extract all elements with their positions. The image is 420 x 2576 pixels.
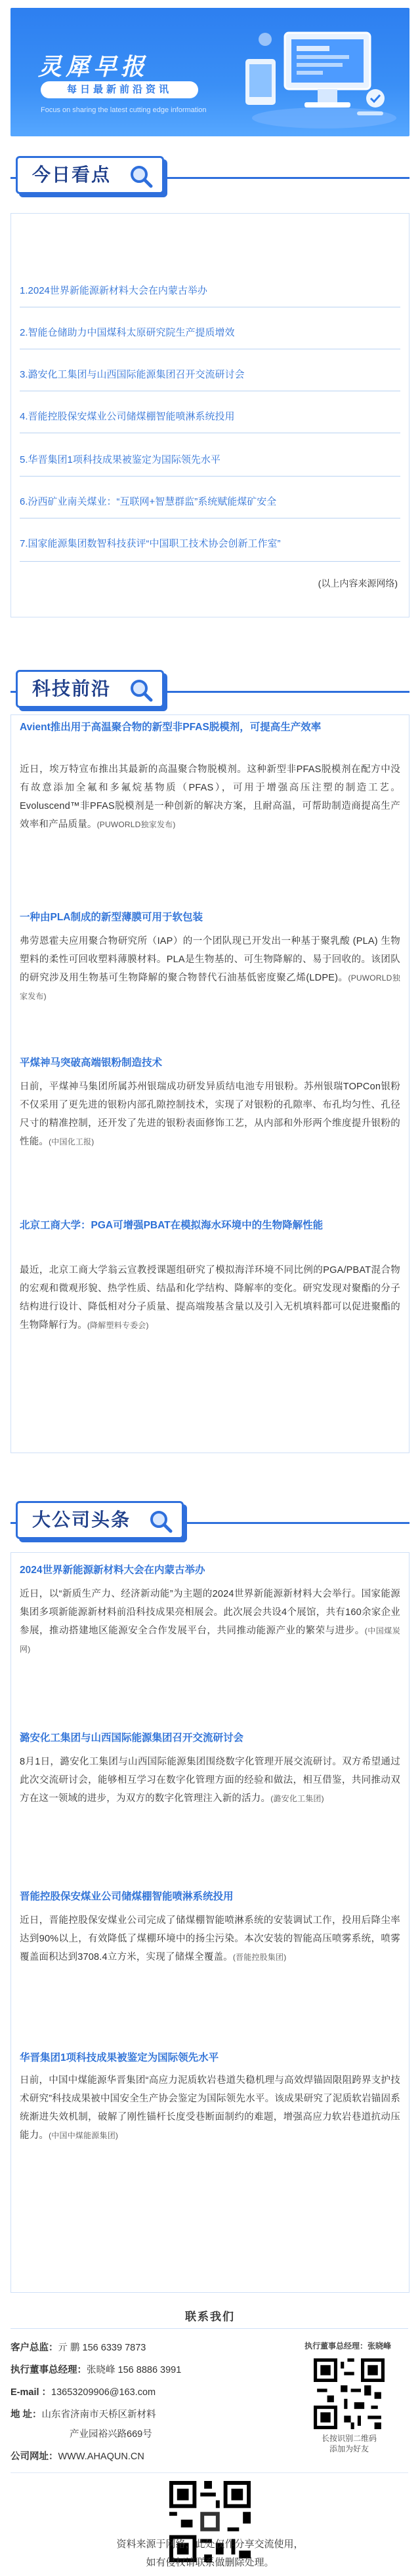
banner-subtitle: Focus on sharing the latest cutting edge information — [41, 106, 207, 114]
article-source: (晋能控股集团) — [232, 1953, 287, 1962]
article-title[interactable]: 华晋集团1项科技成果被鉴定为国际领先水平 — [20, 2052, 219, 2063]
contact-line: 客户总监：亓 鹏 156 6339 7873 — [10, 2343, 146, 2353]
section-header-today — [10, 148, 410, 194]
article-text: 近日，晋能控股保安煤业公司完成了储煤棚智能喷淋系统的安装调试工作，投用后降尘率达到90%以上，有效降低了煤棚环境中的扬尘污染。本次安装的智能高压喷雾系统，喷雾覆盖面积达到3708.4立方米，实现了储煤全覆盖。 — [20, 1915, 400, 1962]
qr-caption: 执行董事总经理：张晓峰 — [304, 2341, 391, 2351]
list-item[interactable]: 5.华晋集团1项科技成果被鉴定为国际领先水平 — [20, 454, 220, 465]
section-header-tech — [10, 662, 410, 708]
section-header-company — [10, 1493, 410, 1539]
email-link[interactable]: 13653209906@163.com — [51, 2387, 156, 2398]
contact-line: 产业园裕兴路669号 — [70, 2429, 152, 2440]
article-source: (降解塑料专委会) — [87, 1321, 149, 1330]
section-tab — [16, 1501, 184, 1539]
tech-illustration-icon — [226, 20, 396, 131]
article-title[interactable]: 潞安化工集团与山西国际能源集团召开交流研讨会 — [20, 1732, 244, 1744]
contact-title: 联系我们 — [185, 2311, 235, 2323]
article-source: (潞安化工集团) — [270, 1794, 324, 1803]
article-body — [20, 1078, 400, 1151]
section-title: 大公司头条 — [32, 1509, 131, 1531]
article-source: (PUWORLD独家发布) — [20, 973, 400, 1001]
article-body — [20, 1585, 400, 1658]
article-text: 最近，北京工商大学翁云宣教授课题组研究了模拟海洋环境不同比例的PGA/PBAT混合物的宏观和微观形貌、热学性质、结晶和化学结构、降解率的变化。研究发现对聚酯的分子结构进行设计、降低相对分子质量、提高端羧基含量以及引入无机填料都可以促进聚酯的生物降解行为。 — [20, 1265, 400, 1331]
divider — [10, 2328, 408, 2329]
article-text: 8月1日，潞安化工集团与山西国际能源集团围绕数字化管理开展交流研讨。双方希望通过此次交流研讨会，能够相互学习在数字化管理方面的经验和做法，相互借鉴，共同推动双方在这一领域的进步，为双方的数字化管理注入新的活力。 — [20, 1757, 400, 1804]
divider — [20, 561, 400, 562]
article-source: (中国化工报) — [49, 1137, 94, 1146]
article-text: 近日，埃万特宣布推出其最新的高温聚合物脱模剂。这种新型非PFAS脱模剂在配方中没有故意添加全氟和多氟烷基物质（PFAS），可用于增强高压注塑的制造工艺。Evoluscend™非PFAS脱模剂是一种创新的解决方案，且耐高温，可帮助制造商提高生产效率和产品质量。 — [20, 764, 400, 830]
article-text: 日前，中国中煤能源华晋集团“高应力泥质软岩巷道失稳机理与高效焊锚固限阻跨界支护技术研究”科技成果被中国安全生产协会鉴定为国际领先水平。该成果研究了泥质软岩锚固系统渐进失效机制，破解了刚性锚杆长度受巷断面制约的难题，增强高应力软岩巷道抗动压能力。 — [20, 2075, 400, 2141]
article-text: 近日，以“新质生产力、经济新动能”为主题的2024世界新能源新材料大会举行。国家能源集团多项新能源新材料前沿科技成果亮相展会。此次展会共设4个展馆，共有160余家企业参展，推动搭建地区能源安全合作发展平台，共同推动能源产业的繁荣与进步。 — [20, 1589, 400, 1636]
header-banner — [10, 8, 410, 136]
contact-line: 公司网址：WWW.AHAQUN.CN — [10, 2451, 144, 2462]
magnifier-icon — [148, 1508, 174, 1534]
list-item[interactable]: 6.汾西矿业南关煤业：“互联网+智慧群监”系统赋能煤矿安全 — [20, 496, 277, 507]
section-title: 今日看点 — [32, 164, 112, 185]
list-item[interactable]: 3.潞安化工集团与山西国际能源集团召开交流研讨会 — [20, 369, 245, 380]
article-body — [20, 760, 400, 834]
website-link[interactable]: WWW.AHAQUN.CN — [58, 2451, 144, 2462]
article-body — [20, 1911, 400, 1966]
qr-code-icon[interactable] — [314, 2358, 385, 2429]
article-title[interactable]: Avient推出用于高温聚合物的新型非PFAS脱模剂，可提高生产效率 — [20, 722, 322, 733]
article-source: (PUWORLD独家发布) — [96, 820, 176, 829]
contact-line: E-mail ：13653209906@163.com — [10, 2387, 156, 2398]
banner-tagline: 每日最新前沿资讯 — [41, 81, 198, 98]
divider — [20, 476, 400, 477]
article-title[interactable]: 北京工商大学：PGA可增强PBAT在模拟海水环境中的生物降解性能 — [20, 1220, 324, 1231]
article-source: (中国煤炭网) — [20, 1626, 400, 1654]
magnifier-icon — [128, 677, 154, 703]
list-item[interactable]: 7.国家能源集团数智科技获评“中国职工技术协会创新工作室” — [20, 538, 281, 549]
article-title[interactable]: 2024世界新能源新材料大会在内蒙古举办 — [20, 1565, 205, 1576]
article-source: (中国中煤能源集团) — [49, 2131, 119, 2140]
magnifier-icon — [128, 163, 154, 189]
source-note: (以上内容来源网络) — [318, 578, 398, 589]
footer-disclaimer: 资料来源于网络，此处仅作分享交流使用， 如有侵权请联系做删除处理。 — [116, 2539, 304, 2568]
article-title[interactable]: 平煤神马突破高端银粉制造技术 — [20, 1057, 163, 1068]
section-tab — [16, 670, 164, 708]
list-item[interactable]: 4.晋能控股保安煤业公司储煤棚智能喷淋系统投用 — [20, 411, 235, 422]
banner-title: 灵犀早报 — [38, 53, 149, 80]
article-text: 日前，平煤神马集团所属苏州银瑞成功研发异质结电池专用银粉。苏州银瑞TOPCon银粉不仅采用了更先进的银粉内部孔隙控制技术，实现了对银粉的孔隙率、布孔均匀性、孔径尺寸的精准控制，还开发了先进的银粉表面修饰工艺，从内部和外形两个维度提升银粉的性能。 — [20, 1082, 400, 1147]
article-body — [20, 2071, 400, 2145]
list-item[interactable]: 1.2024世界新能源新材料大会在内蒙古举办 — [20, 285, 207, 296]
qr-caption: 长按识别二维码 添加为好友 — [321, 2434, 377, 2453]
article-text: 弗劳恩霍夫应用聚合物研究所（IAP）的一个团队现已开发出一种基于聚乳酸 (PLA) 生物塑料的柔性可回收塑料薄膜材料。PLA是生物基的、可生物降解的、易于回收的。该团队的研究涉及用生物基可生物降解的聚合物替代石油基低密度聚乙烯(LDPE)。 — [20, 936, 400, 983]
divider — [10, 2472, 408, 2473]
article-title[interactable]: 一种由PLA制成的新型薄膜可用于软包装 — [20, 912, 203, 923]
article-body — [20, 1261, 400, 1335]
section-tab — [16, 156, 164, 194]
contact-line: 执行董事总经理：张晓峰 156 8886 3991 — [10, 2365, 182, 2375]
article-body — [20, 932, 400, 1005]
article-title[interactable]: 晋能控股保安煤业公司储煤棚智能喷淋系统投用 — [20, 1891, 234, 1902]
contact-line: 地 址：山东省济南市天桥区新材料 — [10, 2410, 156, 2420]
section-title: 科技前沿 — [32, 678, 112, 699]
list-item[interactable]: 2.智能仓储助力中国煤科太原研究院生产提质增效 — [20, 327, 235, 338]
article-body — [20, 1753, 400, 1808]
